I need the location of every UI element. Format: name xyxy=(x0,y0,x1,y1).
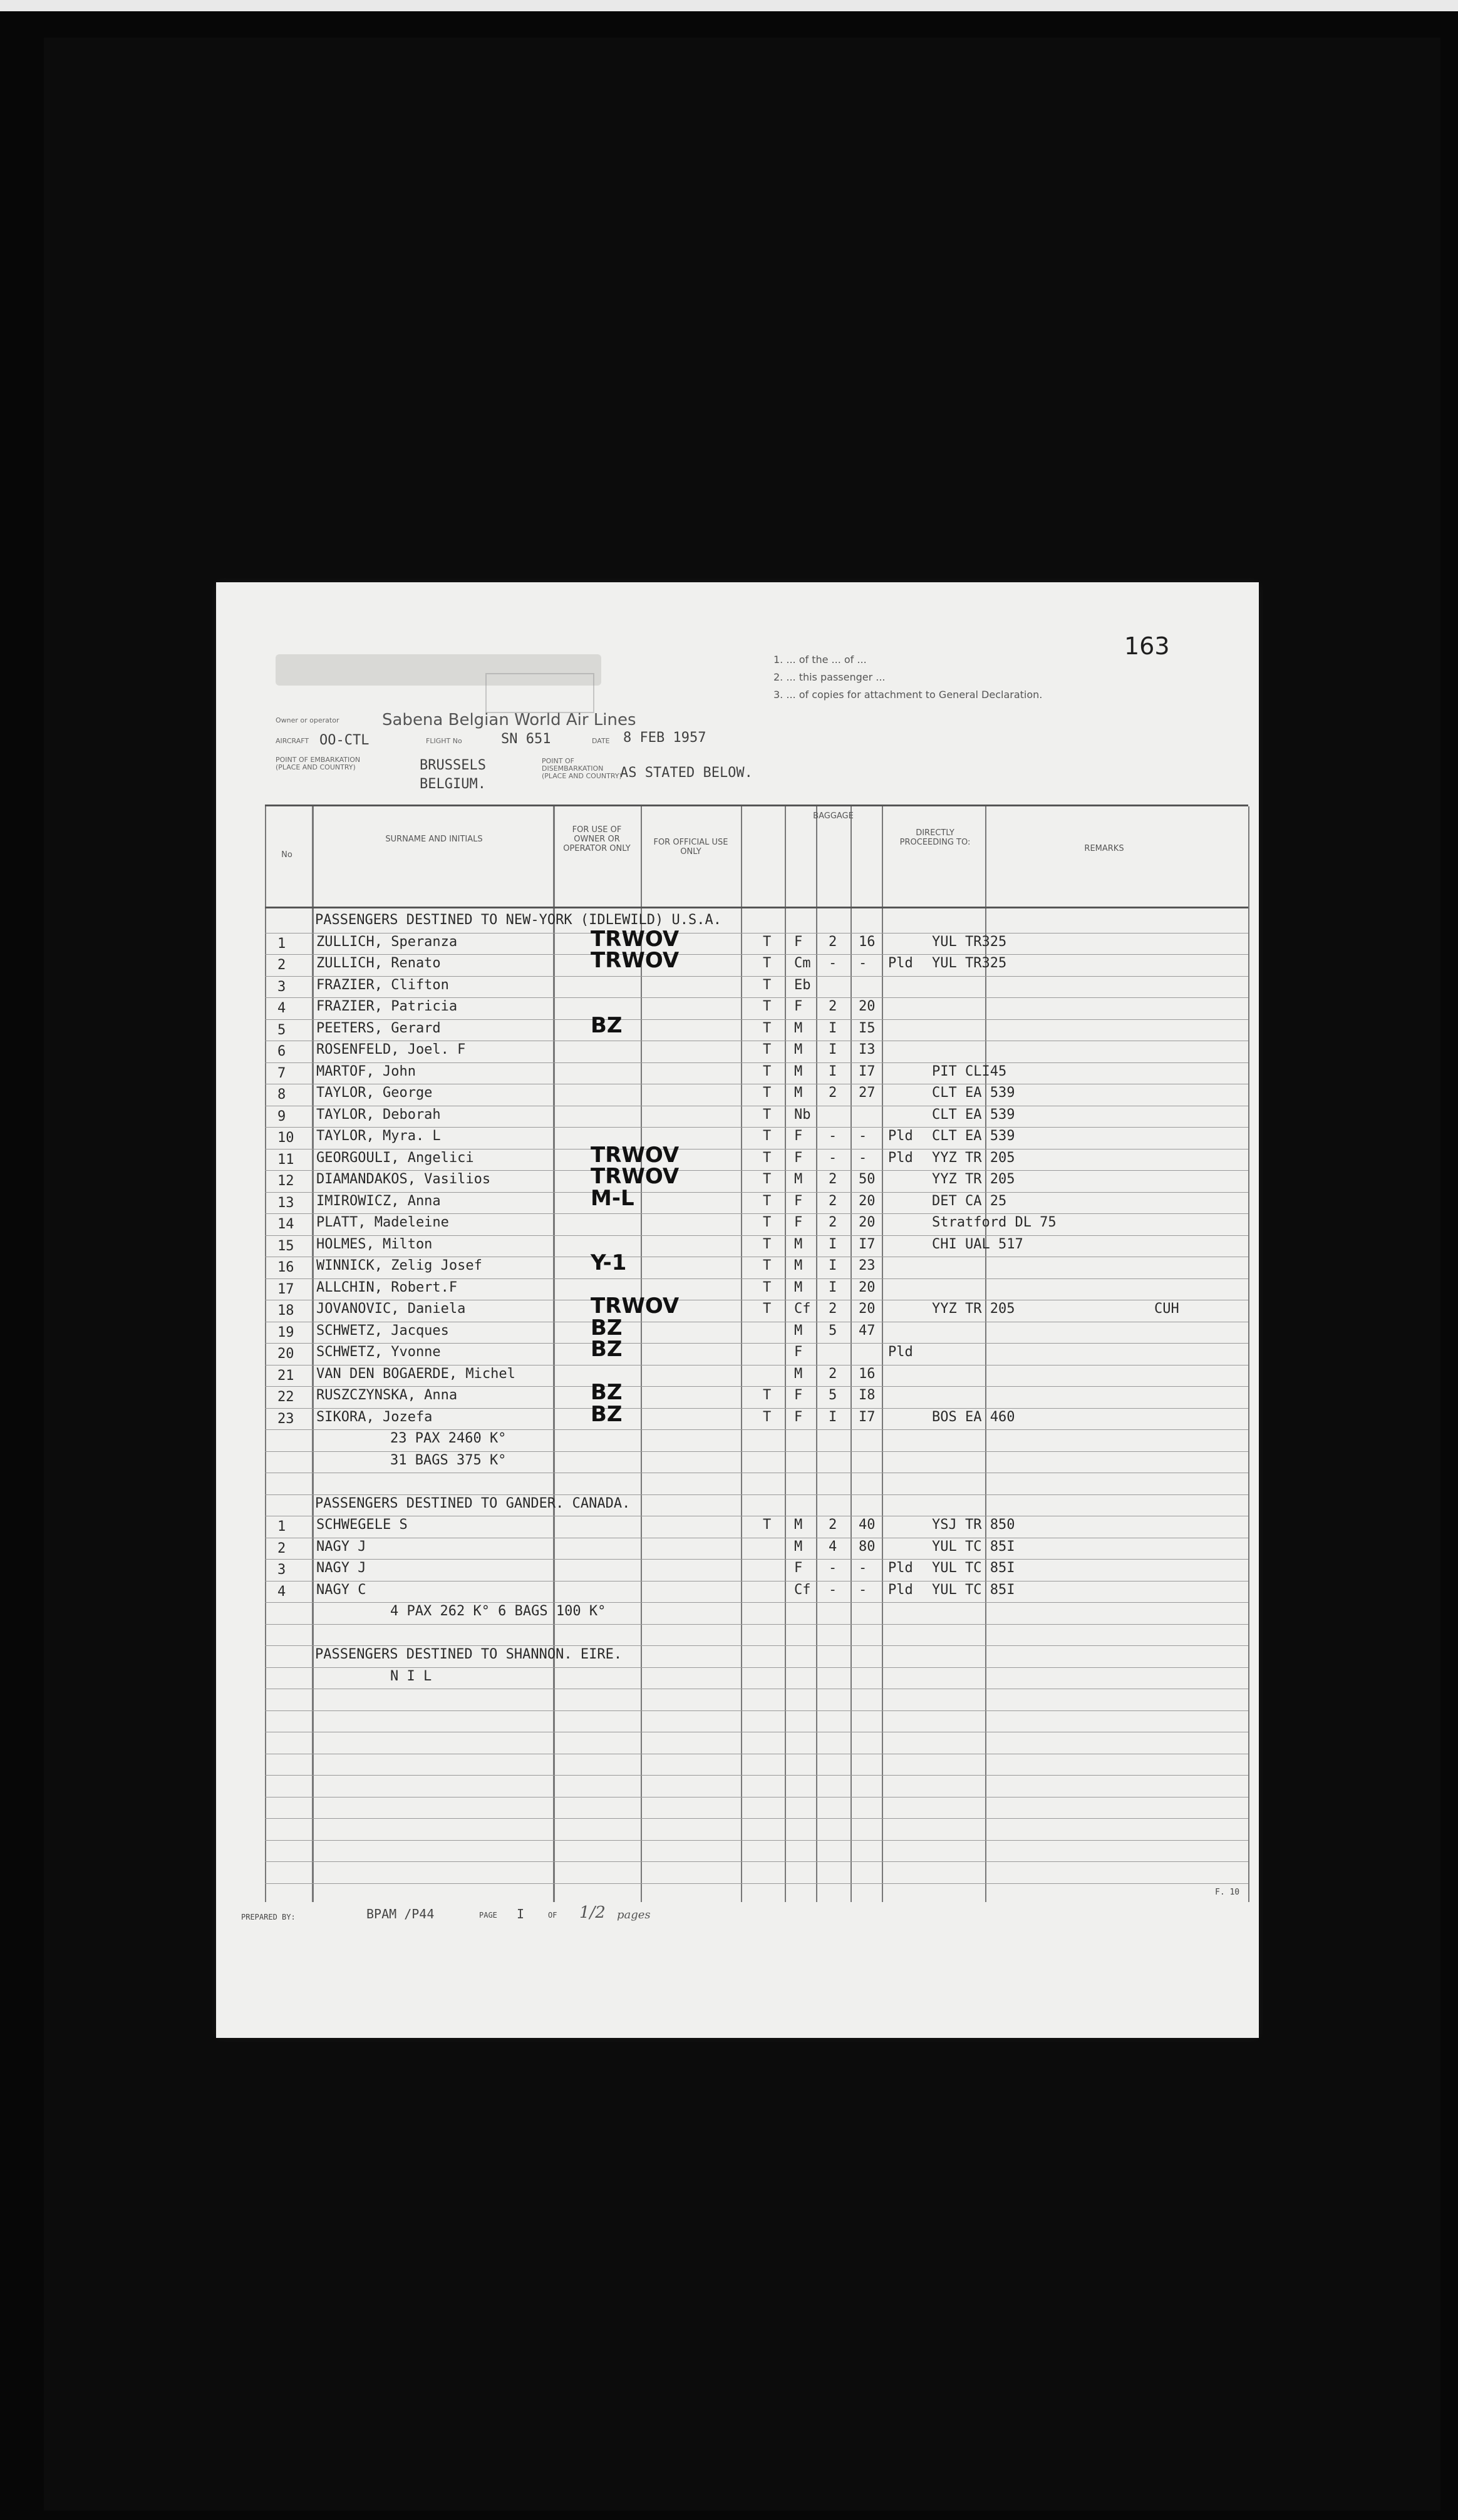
sex-code: M xyxy=(794,1517,803,1533)
page-label: PAGE xyxy=(479,1911,497,1920)
disembark-value: AS STATED BELOW. xyxy=(620,765,753,781)
transit-mark: T xyxy=(763,1128,772,1144)
row-number: 8 xyxy=(277,1087,286,1103)
row-divider xyxy=(265,1451,1248,1452)
baggage-pieces: 5 xyxy=(829,1387,837,1403)
sex-code: Nb xyxy=(794,1106,811,1123)
baggage-weight: - xyxy=(859,1581,867,1598)
row-number: 19 xyxy=(277,1324,294,1340)
row-divider xyxy=(265,1429,1248,1430)
transit-mark: T xyxy=(763,1020,772,1036)
row-number: 3 xyxy=(277,1562,286,1578)
baggage-pieces: 2 xyxy=(829,1301,837,1317)
sex-code: M xyxy=(794,1538,803,1555)
baggage-pieces: - xyxy=(829,1128,837,1144)
section-summary: 4 PAX 262 K° 6 BAGS 100 K° xyxy=(390,1603,606,1619)
baggage-pieces: - xyxy=(829,955,837,971)
transit-mark: T xyxy=(763,999,772,1014)
row-divider xyxy=(265,1213,1248,1214)
baggage-weight: 16 xyxy=(859,1365,876,1382)
sex-code: F xyxy=(794,999,803,1014)
passenger-name: VAN DEN BOGAERDE, Michel xyxy=(316,1365,515,1382)
pooled-mark: Pld xyxy=(888,1581,913,1598)
row-number: 2 xyxy=(277,1540,286,1556)
row-divider xyxy=(265,1840,1248,1841)
destination: YUL TC 85I xyxy=(932,1581,1015,1598)
transit-mark: T xyxy=(763,1171,772,1187)
destination: CHI UAL 517 xyxy=(932,1236,1023,1252)
baggage-pieces: - xyxy=(829,1581,837,1598)
row-number: 2 xyxy=(277,957,286,973)
row-number: 7 xyxy=(277,1065,286,1081)
handwritten-mark: BZ xyxy=(591,1401,623,1427)
row-divider xyxy=(265,997,1248,998)
baggage-pieces: 4 xyxy=(829,1538,837,1555)
embark-label: POINT OF EMBARKATION (PLACE AND COUNTRY) xyxy=(276,756,361,771)
row-number: 4 xyxy=(277,1583,286,1600)
baggage-weight: I7 xyxy=(859,1409,876,1425)
row-number: 12 xyxy=(277,1173,294,1189)
pooled-mark: Pld xyxy=(888,955,913,971)
destination: Stratford DL 75 xyxy=(932,1215,1057,1230)
transit-mark: T xyxy=(763,977,772,993)
passenger-name: TAYLOR, George xyxy=(316,1085,433,1101)
pooled-mark: Pld xyxy=(888,1344,913,1360)
instruction-line: 3. ... of copies for attachment to General Declaration. xyxy=(773,689,1043,701)
pooled-mark: Pld xyxy=(888,1149,913,1166)
baggage-pieces: 2 xyxy=(829,933,837,950)
handwritten-mark: BZ xyxy=(591,1380,623,1405)
sex-code: M xyxy=(794,1236,803,1252)
section-heading: PASSENGERS DESTINED TO NEW-YORK (IDLEWILD) U.S.A. xyxy=(315,912,722,928)
row-number: 9 xyxy=(277,1108,286,1124)
sex-code: Cm xyxy=(794,955,811,971)
baggage-pieces: I xyxy=(829,1258,837,1273)
row-number: 23 xyxy=(277,1411,294,1427)
destination: CLT EA 539 xyxy=(932,1085,1015,1101)
row-divider xyxy=(265,1645,1248,1646)
sex-code: F xyxy=(794,1193,803,1209)
row-number: 13 xyxy=(277,1195,294,1211)
row-number: 18 xyxy=(277,1303,294,1319)
date-label: DATE xyxy=(592,737,610,745)
pooled-mark: Pld xyxy=(888,1560,913,1576)
baggage-weight: - xyxy=(859,1560,867,1576)
destination: YUL TR325 xyxy=(932,955,1007,971)
handwritten-mark: BZ xyxy=(591,1012,623,1038)
page-number: 163 xyxy=(1124,632,1170,660)
baggage-pieces: 5 xyxy=(829,1322,837,1339)
baggage-weight: I3 xyxy=(859,1042,876,1057)
transit-mark: T xyxy=(763,1387,772,1403)
row-divider xyxy=(265,1019,1248,1020)
row-divider xyxy=(265,1278,1248,1279)
flight-label: FLIGHT No xyxy=(426,737,462,745)
passenger-name: TAYLOR, Deborah xyxy=(316,1106,441,1123)
sex-code: M xyxy=(794,1020,803,1036)
transit-mark: T xyxy=(763,1279,772,1295)
faded-stamp xyxy=(485,673,594,713)
passenger-name: SCHWETZ, Jacques xyxy=(316,1322,449,1339)
handwritten-mark: TRWOV xyxy=(591,1164,680,1189)
aircraft-label: AIRCRAFT xyxy=(276,737,309,745)
flight-value: SN 651 xyxy=(501,731,551,747)
passenger-name: WINNICK, Zelig Josef xyxy=(316,1258,482,1273)
sex-code: F xyxy=(794,1344,803,1360)
baggage-pieces: I xyxy=(829,1279,837,1295)
sex-code: M xyxy=(794,1365,803,1382)
transit-mark: T xyxy=(763,1409,772,1425)
handwritten-mark: TRWOV xyxy=(591,948,680,973)
baggage-weight: 20 xyxy=(859,1279,876,1295)
sex-code: Cf xyxy=(794,1581,811,1598)
baggage-pieces: I xyxy=(829,1409,837,1425)
row-divider xyxy=(265,1127,1248,1128)
passenger-name: ZULLICH, Speranza xyxy=(316,933,458,950)
col-baggage: BAGGAGE xyxy=(813,811,854,821)
row-divider xyxy=(265,1602,1248,1603)
col-surname: SURNAME AND INITIALS xyxy=(385,835,483,844)
prepared-by-label: PREPARED BY: xyxy=(241,1913,296,1921)
destination: YUL TC 85I xyxy=(932,1560,1015,1576)
baggage-weight: 20 xyxy=(859,1193,876,1209)
sex-code: Cf xyxy=(794,1301,811,1317)
transit-mark: T xyxy=(763,1236,772,1252)
baggage-pieces: - xyxy=(829,1560,837,1576)
sex-code: F xyxy=(794,1409,803,1425)
sex-code: M xyxy=(794,1042,803,1057)
baggage-pieces: I xyxy=(829,1236,837,1252)
row-number: 16 xyxy=(277,1260,294,1275)
sex-code: F xyxy=(794,1215,803,1230)
handwritten-mark: Y-1 xyxy=(591,1250,627,1275)
passenger-name: HOLMES, Milton xyxy=(316,1236,433,1252)
baggage-weight: 23 xyxy=(859,1258,876,1273)
passenger-name: SCHWEGELE S xyxy=(316,1517,408,1533)
baggage-weight: - xyxy=(859,1128,867,1144)
destination: YUL TC 85I xyxy=(932,1538,1015,1555)
row-divider xyxy=(265,976,1248,977)
sex-code: M xyxy=(794,1279,803,1295)
passenger-name: TAYLOR, Myra. L xyxy=(316,1128,441,1144)
baggage-weight: 16 xyxy=(859,933,876,950)
manifest-sheet xyxy=(216,582,1259,2038)
destination: YYZ TR 205 xyxy=(932,1301,1015,1317)
passenger-name: GEORGOULI, Angelici xyxy=(316,1149,474,1166)
row-divider xyxy=(265,1861,1248,1862)
sex-code: M xyxy=(794,1085,803,1101)
baggage-weight: I5 xyxy=(859,1020,876,1036)
embark-country: BELGIUM. xyxy=(420,776,486,792)
disembark-label: POINT OF DISEMBARKATION (PLACE AND COUNTRY) xyxy=(542,757,622,780)
passenger-name: ZULLICH, Renato xyxy=(316,955,441,971)
baggage-pieces: 2 xyxy=(829,1171,837,1187)
passenger-name: IMIROWICZ, Anna xyxy=(316,1193,441,1209)
embark-value: BRUSSELS xyxy=(420,758,486,773)
transit-mark: T xyxy=(763,1063,772,1079)
passenger-name: PLATT, Madeleine xyxy=(316,1215,449,1230)
row-divider xyxy=(265,1818,1248,1819)
sex-code: F xyxy=(794,1128,803,1144)
row-divider xyxy=(265,1062,1248,1063)
operator-label: Owner or operator xyxy=(276,716,339,724)
passenger-name: PEETERS, Gerard xyxy=(316,1020,441,1036)
date-value: 8 FEB 1957 xyxy=(623,730,706,746)
operator-value: Sabena Belgian World Air Lines xyxy=(382,711,636,729)
destination: YYZ TR 205 xyxy=(932,1149,1015,1166)
passenger-name: FRAZIER, Patricia xyxy=(316,999,458,1014)
sex-code: F xyxy=(794,1387,803,1403)
sex-code: M xyxy=(794,1171,803,1187)
col-operator-use: FOR USE OF OWNER OR OPERATOR ONLY xyxy=(563,825,631,853)
passenger-name: SIKORA, Jozefa xyxy=(316,1409,433,1425)
row-divider xyxy=(265,1192,1248,1193)
transit-mark: T xyxy=(763,933,772,950)
row-number: 14 xyxy=(277,1216,294,1232)
passenger-name: ALLCHIN, Robert.F xyxy=(316,1279,458,1295)
of-value: 1/2 xyxy=(579,1903,606,1922)
row-divider xyxy=(265,1883,1248,1884)
transit-mark: T xyxy=(763,1042,772,1057)
page-value: I xyxy=(517,1906,525,1921)
sex-code: F xyxy=(794,1560,803,1576)
sex-code: Eb xyxy=(794,977,811,993)
handwritten-mark: TRWOV xyxy=(591,1142,680,1168)
baggage-weight: 27 xyxy=(859,1085,876,1101)
row-number: 11 xyxy=(277,1151,294,1168)
row-number: 17 xyxy=(277,1281,294,1297)
handwritten-mark: BZ xyxy=(591,1337,623,1362)
row-number: 15 xyxy=(277,1238,294,1254)
passenger-name: ROSENFELD, Joel. F xyxy=(316,1042,466,1057)
handwritten-mark: BZ xyxy=(591,1315,623,1340)
form-number: F. 10 xyxy=(1215,1888,1240,1897)
row-number: 4 xyxy=(277,1000,286,1016)
destination: CLT EA 539 xyxy=(932,1106,1015,1123)
transit-mark: T xyxy=(763,1258,772,1273)
pooled-mark: Pld xyxy=(888,1128,913,1144)
row-number: 22 xyxy=(277,1389,294,1405)
row-divider xyxy=(265,1343,1248,1344)
transit-mark: T xyxy=(763,1215,772,1230)
passenger-name: SCHWETZ, Yvonne xyxy=(316,1344,441,1360)
passenger-name: NAGY J xyxy=(316,1560,366,1576)
col-remarks: REMARKS xyxy=(1084,844,1124,853)
row-number: 20 xyxy=(277,1346,294,1362)
row-divider xyxy=(265,1775,1248,1776)
sex-code: M xyxy=(794,1322,803,1339)
row-divider xyxy=(265,1624,1248,1625)
row-number: 6 xyxy=(277,1044,286,1059)
prepared-by-value: BPAM /P44 xyxy=(366,1906,435,1921)
baggage-pieces: 2 xyxy=(829,999,837,1014)
passenger-name: FRAZIER, Clifton xyxy=(316,977,449,993)
baggage-weight: - xyxy=(859,1149,867,1166)
sex-code: M xyxy=(794,1063,803,1079)
row-number: 5 xyxy=(277,1022,286,1038)
baggage-weight: I7 xyxy=(859,1236,876,1252)
transit-mark: T xyxy=(763,1517,772,1533)
baggage-pieces: 2 xyxy=(829,1517,837,1533)
passenger-name: NAGY J xyxy=(316,1538,366,1555)
row-number: 3 xyxy=(277,979,286,995)
sex-code: M xyxy=(794,1258,803,1273)
section-heading: PASSENGERS DESTINED TO GANDER. CANADA. xyxy=(315,1495,631,1511)
transit-mark: T xyxy=(763,1085,772,1101)
passenger-name: DIAMANDAKOS, Vasilios xyxy=(316,1171,491,1187)
sex-code: F xyxy=(794,1149,803,1166)
row-number: 21 xyxy=(277,1367,294,1384)
baggage-weight: 50 xyxy=(859,1171,876,1187)
row-number: 10 xyxy=(277,1130,294,1146)
baggage-pieces: 2 xyxy=(829,1085,837,1101)
passenger-name: JOVANOVIC, Daniela xyxy=(316,1301,466,1317)
row-divider xyxy=(265,1170,1248,1171)
baggage-weight: 20 xyxy=(859,999,876,1014)
destination: YYZ TR 205 xyxy=(932,1171,1015,1187)
handwritten-mark: TRWOV xyxy=(591,926,680,952)
handwritten-mark: M-L xyxy=(591,1185,634,1211)
baggage-pieces: - xyxy=(829,1149,837,1166)
baggage-pieces: I xyxy=(829,1042,837,1057)
baggage-pieces: I xyxy=(829,1063,837,1079)
handwritten-mark: TRWOV xyxy=(591,1293,680,1319)
destination: PIT CLI45 xyxy=(932,1063,1007,1079)
row-divider xyxy=(265,1494,1248,1495)
film-edge xyxy=(0,0,1458,11)
transit-mark: T xyxy=(763,1193,772,1209)
destination: CLT EA 539 xyxy=(932,1128,1015,1144)
baggage-pieces: I xyxy=(829,1020,837,1036)
destination: BOS EA 460 xyxy=(932,1409,1015,1425)
sex-code: F xyxy=(794,933,803,950)
baggage-weight: 47 xyxy=(859,1322,876,1339)
row-divider xyxy=(265,954,1248,955)
baggage-weight: I7 xyxy=(859,1063,876,1079)
of-label: OF xyxy=(548,1911,557,1920)
row-divider xyxy=(265,1386,1248,1387)
baggage-pieces: 2 xyxy=(829,1215,837,1230)
row-divider xyxy=(265,1559,1248,1560)
row-divider xyxy=(265,1710,1248,1711)
col-no: No xyxy=(281,850,292,860)
baggage-weight: 20 xyxy=(859,1301,876,1317)
pages-note: pages xyxy=(617,1908,651,1921)
row-number: 1 xyxy=(277,1519,286,1535)
transit-mark: T xyxy=(763,1149,772,1166)
passenger-name: RUSZCZYNSKA, Anna xyxy=(316,1387,458,1403)
passenger-name: NAGY C xyxy=(316,1581,366,1598)
destination: YUL TR325 xyxy=(932,933,1007,950)
baggage-weight: 40 xyxy=(859,1517,876,1533)
col-directly-proceeding: DIRECTLY PROCEEDING TO: xyxy=(899,828,971,847)
aircraft-value: OO-CTL xyxy=(319,733,370,748)
instruction-line: 1. ... of the ... of ... xyxy=(773,654,867,666)
row-divider xyxy=(265,1408,1248,1409)
section-summary: 23 PAX 2460 K° xyxy=(390,1431,507,1446)
baggage-weight: - xyxy=(859,955,867,971)
passenger-name: MARTOF, John xyxy=(316,1063,416,1079)
baggage-weight: I8 xyxy=(859,1387,876,1403)
row-divider xyxy=(265,1667,1248,1668)
baggage-pieces: 2 xyxy=(829,1193,837,1209)
transit-mark: T xyxy=(763,1301,772,1317)
section-summary: N I L xyxy=(390,1668,432,1684)
section-heading: PASSENGERS DESTINED TO SHANNON. EIRE. xyxy=(315,1647,623,1662)
destination: YSJ TR 850 xyxy=(932,1517,1015,1533)
transit-mark: T xyxy=(763,955,772,971)
destination: DET CA 25 xyxy=(932,1193,1007,1209)
instruction-line: 2. ... this passenger ... xyxy=(773,671,886,683)
row-number: 1 xyxy=(277,935,286,952)
instructions xyxy=(773,651,1212,704)
section-summary: 31 BAGS 375 K° xyxy=(390,1452,507,1468)
baggage-weight: 20 xyxy=(859,1215,876,1230)
remark: CUH xyxy=(1154,1301,1179,1317)
baggage-weight: 80 xyxy=(859,1538,876,1555)
baggage-pieces: 2 xyxy=(829,1365,837,1382)
transit-mark: T xyxy=(763,1106,772,1123)
col-official-use: FOR OFFICIAL USE ONLY xyxy=(653,838,728,856)
row-divider xyxy=(265,1235,1248,1236)
